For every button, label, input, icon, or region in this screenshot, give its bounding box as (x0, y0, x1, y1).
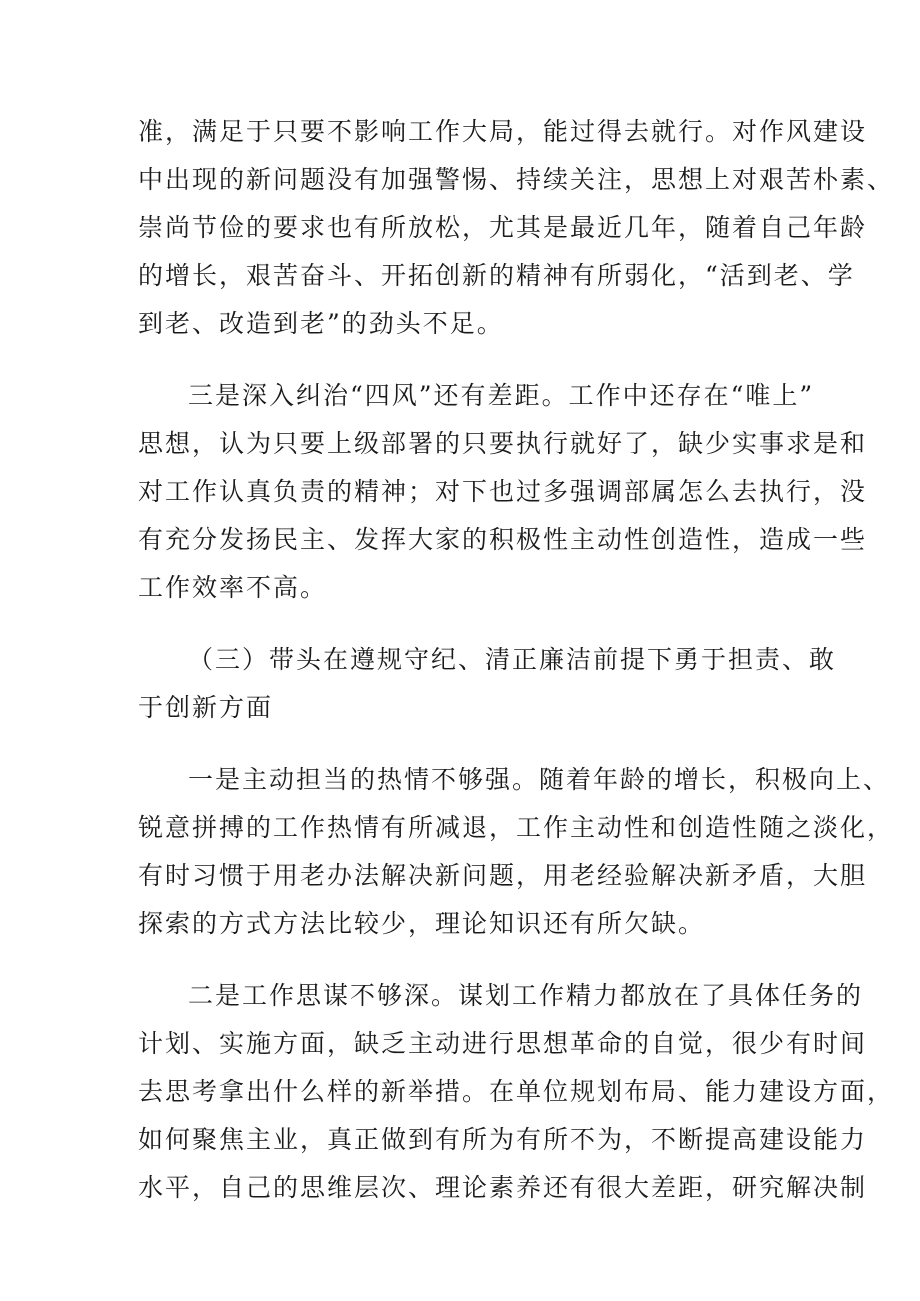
text-line: 中出现的新问题没有加强警惕、持续关注，思想上对艰苦朴素、 (138, 165, 895, 194)
text-line: 二是工作思谋不够深。谋划工作精力都放在了具体任务的 (188, 981, 864, 1010)
text-line: 到老、改造到老”的劲头不足。 (138, 309, 504, 338)
text-line: （三）带头在遵规守纪、清正廉洁前提下勇于担责、敢 (188, 645, 837, 674)
paragraph-continuation (138, 108, 895, 348)
document-body (138, 108, 895, 1236)
text-line: 计划、实施方面，缺乏主动进行思想革命的自觉，很少有时间 (138, 1029, 868, 1058)
text-line: 有时习惯于用老办法解决新问题，用老经验解决新矛盾，大胆 (138, 861, 868, 890)
paragraph-planning (138, 972, 895, 1212)
text-line: 水平，自己的思维层次、理论素养还有很大差距，研究解决制 (138, 1173, 868, 1202)
text-line: 崇尚节俭的要求也有所放松，尤其是最近几年，随着自己年龄 (138, 213, 868, 242)
text-line: 于创新方面 (138, 693, 274, 722)
paragraph-four-winds (138, 372, 868, 612)
text-line: 思想，认为只要上级部署的只要执行就好了，缺少实事求是和 (138, 429, 868, 458)
text-line: 探索的方式方法比较少，理论知识还有所欠缺。 (138, 909, 706, 938)
text-line: 一是主动担当的热情不够强。随着年龄的增长，积极向上、 (188, 765, 891, 794)
text-line: 有充分发扬民主、发挥大家的积极性主动性创造性，造成一些 (138, 525, 868, 554)
paragraph-responsibility (138, 756, 895, 948)
text-line: 三是深入纠治“四风”还有差距。工作中还存在“唯上” (188, 381, 815, 410)
text-line: 如何聚焦主业，真正做到有所为有所不为，不断提高建设能力 (138, 1125, 868, 1154)
text-line: 对工作认真负责的精神；对下也过多强调部属怎么去执行，没 (138, 477, 868, 506)
text-line: 锐意拼搏的工作热情有所减退，工作主动性和创造性随之淡化， (138, 813, 895, 842)
section-heading (138, 636, 837, 732)
text-line: 去思考拿出什么样的新举措。在单位规划布局、能力建设方面， (138, 1077, 895, 1106)
text-line: 准，满足于只要不影响工作大局，能过得去就行。对作风建设 (138, 117, 868, 146)
text-line: 工作效率不高。 (138, 573, 328, 602)
text-line: 的增长，艰苦奋斗、开拓创新的精神有所弱化，“活到老、学 (138, 261, 855, 290)
